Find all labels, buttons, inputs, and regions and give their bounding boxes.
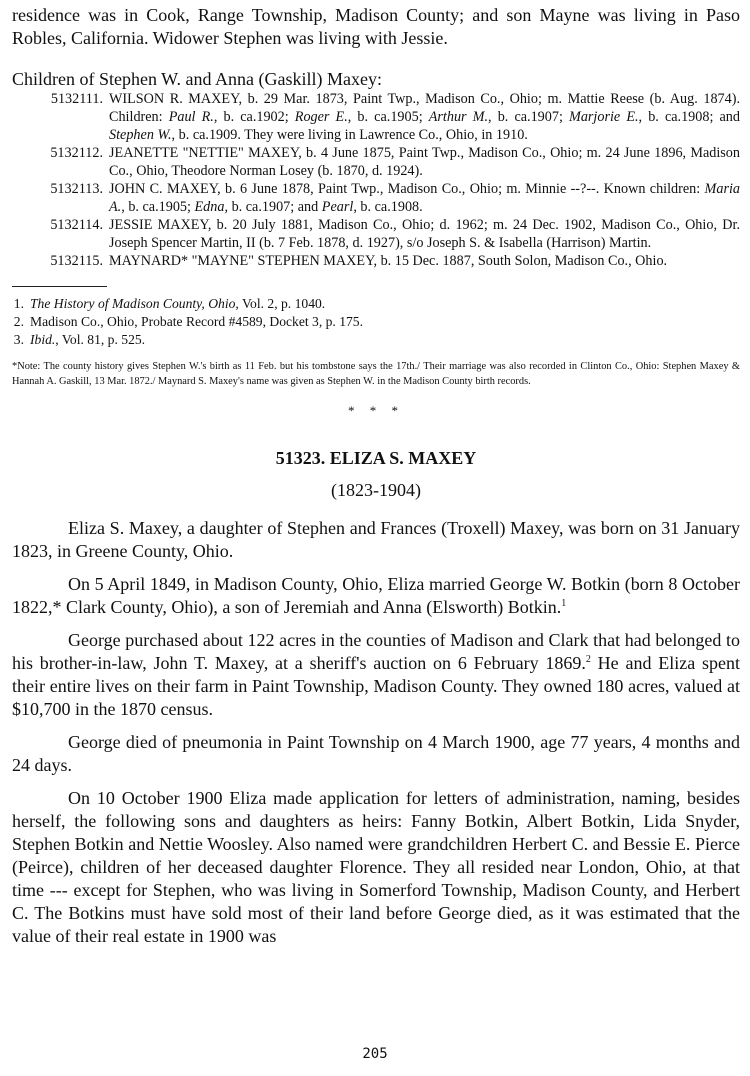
footnote-text: Ibid., Vol. 81, p. 525. <box>30 332 146 347</box>
children-heading: Children of Stephen W. and Anna (Gaskill) Maxey: <box>12 69 382 89</box>
child-entry <box>12 144 740 180</box>
footnote-number: 2. <box>13 314 24 329</box>
footnote <box>12 313 740 331</box>
section-title: 51323. ELIZA S. MAXEY <box>275 448 477 468</box>
child-entry <box>12 90 740 144</box>
paragraph-gap <box>12 777 740 787</box>
footnote-text: Madison Co., Ohio, Probate Record #4589, Docket 3, p. 175. <box>30 314 364 329</box>
children-list <box>12 90 740 270</box>
body-paragraphs <box>12 517 740 948</box>
section-separator: * * * <box>348 403 404 418</box>
child-entry <box>12 216 740 252</box>
child-text: WILSON R. MAXEY, b. 29 Mar. 1873, Paint Twp., Madison Co., Ohio; m. Mattie Reese (b. Aug. 1874). Children: Paul R., b. ca.1902; Roger E., b. ca.1905; Arthur M., b. ca.1907; Marjorie E., b. ca.1908; and Stephen W., b. ca.1909. They were living in Lawrence Co., Ohio, in 1910. <box>109 91 740 143</box>
paragraph-gap <box>12 563 740 573</box>
child-number: 5132114. <box>50 217 103 233</box>
child-entry <box>12 180 740 216</box>
child-text: MAYNARD* "MAYNE" STEPHEN MAXEY, b. 15 Dec. 1887, South Solon, Madison Co., Ohio. <box>109 253 668 269</box>
footnote-text: The History of Madison County, Ohio, Vol. 2, p. 1040. <box>30 296 326 311</box>
paragraph-gap <box>12 619 740 629</box>
footnote-list <box>12 295 740 349</box>
footnote <box>12 295 740 313</box>
child-number: 5132113. <box>50 181 103 197</box>
paragraph-gap <box>12 721 740 731</box>
body-paragraph: George purchased about 122 acres in the counties of Madison and Clark that had belonged to his brother-in-law, John T. Maxey, at a sheriff's auction on 6 February 1869.$^2$ He and Eliza spent their entire lives on their farm in Paint Township, Madison County. They owned 180 acres, valued at $10,700 in the 1870 census. <box>12 630 740 719</box>
document-page <box>12 4 740 948</box>
body-paragraph: On 10 October 1900 Eliza made application for letters of administration, naming, besides herself, the following sons and daughters as heirs: Fanny Botkin, Albert Botkin, Lida Snyder, Stephen Botkin and Nettie Woosley. Also named were grandchildren Herbert C. and Bessie E. Pierce (Peirce), children of her deceased daughter Florence. They all resided near London, Ohio, at that time --- except for Stephen, who was living in Somerford Township, Madison County, and Herbert C. The Botkins must have sold most of their land before George died, as it was estimated that the value of their real estate in 1900 was <box>12 788 740 946</box>
footnote <box>12 331 740 349</box>
child-number: 5132115. <box>50 253 103 269</box>
intro-paragraph: residence was in Cook, Range Township, Madison County; and son Mayne was living in Paso Robles, California. Widower Stephen was living with Jessie. <box>12 5 740 48</box>
child-number: 5132111. <box>50 91 103 107</box>
child-entry <box>12 252 740 270</box>
body-paragraph: On 5 April 1849, in Madison County, Ohio, Eliza married George W. Botkin (born 8 October 1822,* Clark County, Ohio), a son of Jeremiah and Anna (Elsworth) Botkin.$^1$ <box>12 574 740 617</box>
child-text: JESSIE MAXEY, b. 20 July 1881, Madison Co., Ohio; d. 1962; m. 24 Dec. 1902, Madison Co., Ohio, Dr. Joseph Spencer Martin, II (b. 7 Feb. 1878, d. 1927), s/o Joseph S. & Isabella (Harrison) Martin. <box>109 217 740 251</box>
child-number: 5132112. <box>50 145 103 161</box>
page-number: 205 <box>362 1046 388 1062</box>
child-text: JOHN C. MAXEY, b. 6 June 1878, Paint Twp., Madison Co., Ohio; m. Minnie --?--. Known children: Maria A., b. ca.1905; Edna, b. ca.1907; and Pearl, b. ca.1908. <box>109 181 740 215</box>
section-dates: (1823-1904) <box>331 480 421 500</box>
body-paragraph: Eliza S. Maxey, a daughter of Stephen and Frances (Troxell) Maxey, was born on 31 January 1823, in Greene County, Ohio. <box>12 518 740 561</box>
footnote-note: *Note: The county history gives Stephen W.'s birth as 11 Feb. but his tombstone says the 17th./ Their marriage was also recorded in Clinton Co., Ohio: Stephen Maxey & Hannah A. Gaskill, 13 Mar. 1872./ Maynard S. Maxey's name was given as Stephen W. in the Madison County birth records. <box>12 361 740 387</box>
footnote-number: 1. <box>13 296 24 311</box>
footnote-rule <box>12 286 107 287</box>
footnote-number: 3. <box>13 332 24 347</box>
child-text: JEANETTE "NETTIE" MAXEY, b. 4 June 1875, Paint Twp., Madison Co., Ohio; m. 24 June 1896, Madison Co., Ohio, Theodore Norman Losey (b. 1870, d. 1924). <box>109 145 740 179</box>
body-paragraph: George died of pneumonia in Paint Township on 4 March 1900, age 77 years, 4 months and 24 days. <box>12 732 740 775</box>
